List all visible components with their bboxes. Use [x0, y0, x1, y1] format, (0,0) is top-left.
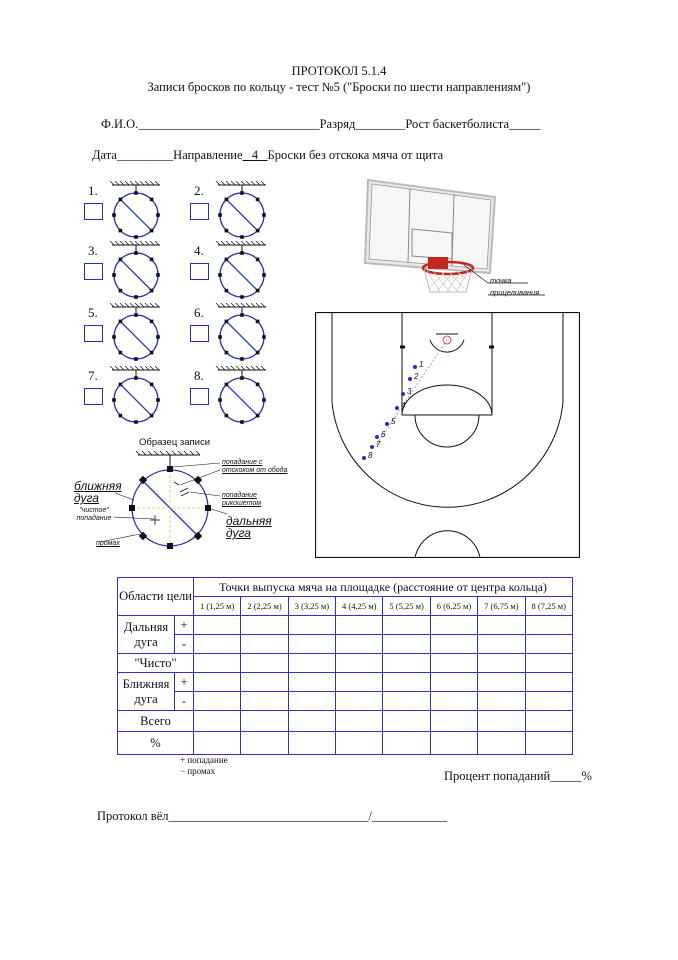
row-far-plus: + [175, 616, 194, 635]
result-cell[interactable] [241, 616, 288, 635]
result-cell[interactable] [194, 732, 241, 755]
court-point-marker [385, 422, 389, 426]
target-ring [212, 241, 272, 303]
target-cell [188, 368, 278, 428]
target-entry-box[interactable] [190, 325, 209, 342]
result-cell[interactable] [430, 654, 477, 673]
target-entry-box[interactable] [84, 325, 103, 342]
target-ring [212, 366, 272, 428]
direction-label: Направление [173, 148, 243, 162]
point-column-header: 1 (1,25 м) [194, 597, 241, 616]
court-point-label: 3 [407, 387, 412, 396]
result-cell[interactable] [194, 673, 241, 692]
result-cell[interactable] [241, 732, 288, 755]
target-number: 8. [194, 368, 204, 383]
result-cell[interactable] [478, 692, 525, 711]
result-cell[interactable] [288, 616, 335, 635]
sample-ricochet: попадание рикошетом [222, 492, 262, 507]
percent-suffix: % [581, 769, 592, 783]
legend-minus: − промах [180, 766, 216, 776]
court-point-label: 8 [368, 451, 373, 460]
court-point-marker [413, 365, 417, 369]
result-cell[interactable] [336, 711, 383, 732]
point-column-header: 2 (2,25 м) [241, 597, 288, 616]
result-cell[interactable] [525, 711, 572, 732]
sample-near-arc: ближняя дуга [74, 479, 122, 505]
result-cell[interactable] [478, 711, 525, 732]
point-column-header: 7 (6,75 м) [478, 597, 525, 616]
aim-point-label: точка прицеливания [490, 276, 540, 297]
legend-plus: + попадание [180, 755, 228, 765]
protocol-number: ПРОТОКОЛ 5.1.4 [291, 64, 387, 78]
sample-title: Образец записи [139, 437, 211, 448]
result-cell[interactable] [525, 654, 572, 673]
result-cell[interactable] [383, 692, 430, 711]
result-cell[interactable] [525, 635, 572, 654]
point-column-header: 3 (3,25 м) [288, 597, 335, 616]
target-entry-box[interactable] [190, 203, 209, 220]
result-cell[interactable] [336, 654, 383, 673]
protocol-subtitle: Записи бросков по кольцу - тест №5 ("Броски по шести направлениям") [147, 80, 531, 94]
col-header-target: Области цели [118, 578, 194, 616]
court-point-marker [408, 377, 412, 381]
rank-label: Разряд [319, 117, 356, 131]
target-ring [212, 303, 272, 365]
protocol-by-field: Протокол вёл________________________________/____________ [97, 809, 447, 823]
court-point-label: 2 [414, 372, 419, 381]
sample-miss: промах [96, 540, 120, 547]
result-cell[interactable] [336, 635, 383, 654]
results-table [117, 577, 573, 755]
col-header-points: Точки выпуска мяча на площадке (расстояние от центра кольца) [194, 578, 573, 597]
result-cell[interactable] [336, 616, 383, 635]
court-point-label: 1 [419, 360, 424, 369]
result-cell[interactable] [241, 711, 288, 732]
target-ring [106, 181, 166, 243]
result-cell[interactable] [288, 732, 335, 755]
result-cell[interactable] [288, 654, 335, 673]
row-total: Всего [118, 711, 194, 732]
result-cell[interactable] [241, 635, 288, 654]
court-point-label: 4 [401, 401, 406, 410]
target-cell [188, 243, 278, 303]
result-cell[interactable] [525, 692, 572, 711]
target-cell [82, 243, 172, 303]
result-cell[interactable] [383, 616, 430, 635]
court-point-marker [370, 445, 374, 449]
row-clean: "Чисто" [118, 654, 194, 673]
target-entry-box[interactable] [84, 388, 103, 405]
point-column-header: 4 (4,25 м) [336, 597, 383, 616]
target-ring [106, 366, 166, 428]
result-cell[interactable] [288, 711, 335, 732]
height-label: Рост баскетболиста [405, 117, 510, 131]
target-number: 2. [194, 183, 204, 198]
fio-label: Ф.И.О. [101, 117, 139, 131]
result-cell[interactable] [478, 635, 525, 654]
court-point-label: 7 [376, 440, 381, 449]
result-cell[interactable] [194, 711, 241, 732]
result-cell[interactable] [383, 654, 430, 673]
result-cell[interactable] [288, 635, 335, 654]
target-number: 3. [88, 243, 98, 258]
result-cell[interactable] [336, 732, 383, 755]
row-near-plus: + [175, 673, 194, 692]
target-number: 1. [88, 183, 98, 198]
result-cell[interactable] [383, 711, 430, 732]
court-point-marker [401, 392, 405, 396]
result-cell[interactable] [383, 635, 430, 654]
result-cell[interactable] [430, 732, 477, 755]
signature-slash: / [368, 809, 372, 823]
sample-clean-hit: "чистое" попадание [76, 507, 112, 522]
point-column-header: 8 (7,25 м) [525, 597, 572, 616]
target-cell [188, 183, 278, 243]
court-point-marker [375, 435, 379, 439]
point-column-header: 6 (6,25 м) [430, 597, 477, 616]
court-point-marker [362, 456, 366, 460]
percent-hits-field: Процент попаданий_____% [444, 769, 592, 783]
row-far-arc: Дальняя дуга [118, 616, 175, 654]
result-cell[interactable] [525, 673, 572, 692]
target-cell [82, 183, 172, 243]
result-cell[interactable] [194, 616, 241, 635]
court-point-marker [395, 406, 399, 410]
result-cell[interactable] [194, 635, 241, 654]
target-entry-box[interactable] [84, 203, 103, 220]
result-cell[interactable] [430, 692, 477, 711]
result-cell[interactable] [288, 692, 335, 711]
court-diagram [315, 312, 580, 558]
row-near-minus: - [175, 692, 194, 711]
date-field: Дата_________Направление 4 Броски без отскока мяча от щита [92, 148, 444, 162]
result-cell[interactable] [430, 635, 477, 654]
result-cell[interactable] [336, 673, 383, 692]
target-cell [82, 368, 172, 428]
result-cell[interactable] [194, 654, 241, 673]
court-point-label: 5 [391, 417, 396, 426]
throw-type: Броски без отскока мяча от щита [267, 148, 444, 162]
row-far-minus: - [175, 635, 194, 654]
row-percent: % [118, 732, 194, 755]
result-cell[interactable] [383, 673, 430, 692]
result-cell[interactable] [478, 654, 525, 673]
result-cell[interactable] [430, 673, 477, 692]
fio-field: Ф.И.О._____________________________Разряд________Рост баскетболиста_____ [101, 117, 541, 131]
result-cell[interactable] [430, 711, 477, 732]
sample-far-arc: дальняя дуга [226, 514, 272, 540]
percent-hits-label: Процент попаданий [444, 769, 551, 783]
result-cell[interactable] [241, 673, 288, 692]
result-cell[interactable] [288, 673, 335, 692]
target-number: 7. [88, 368, 98, 383]
target-cell [188, 305, 278, 365]
target-cell [82, 305, 172, 365]
result-cell[interactable] [383, 732, 430, 755]
target-number: 6. [194, 305, 204, 320]
target-number: 4. [194, 243, 204, 258]
result-cell[interactable] [430, 616, 477, 635]
direction-value: 4 [251, 148, 259, 162]
row-near-arc: Ближняя дуга [118, 673, 175, 711]
protocol-by-label: Протокол вёл [97, 809, 169, 823]
sample-hit-rim: попадание с отскоком от обода [222, 459, 288, 474]
point-column-header: 5 (5,25 м) [383, 597, 430, 616]
court-point-label: 6 [381, 430, 386, 439]
target-number: 5. [88, 305, 98, 320]
target-ring [212, 181, 272, 243]
result-cell[interactable] [194, 692, 241, 711]
date-label: Дата [92, 148, 117, 162]
result-cell[interactable] [478, 616, 525, 635]
result-cell[interactable] [241, 692, 288, 711]
result-cell[interactable] [478, 673, 525, 692]
result-cell[interactable] [525, 732, 572, 755]
target-entry-box[interactable] [190, 263, 209, 280]
target-ring [106, 241, 166, 303]
result-cell[interactable] [478, 732, 525, 755]
result-cell[interactable] [336, 692, 383, 711]
result-cell[interactable] [525, 616, 572, 635]
target-ring [106, 303, 166, 365]
target-entry-box[interactable] [190, 388, 209, 405]
result-cell[interactable] [241, 654, 288, 673]
target-entry-box[interactable] [84, 263, 103, 280]
